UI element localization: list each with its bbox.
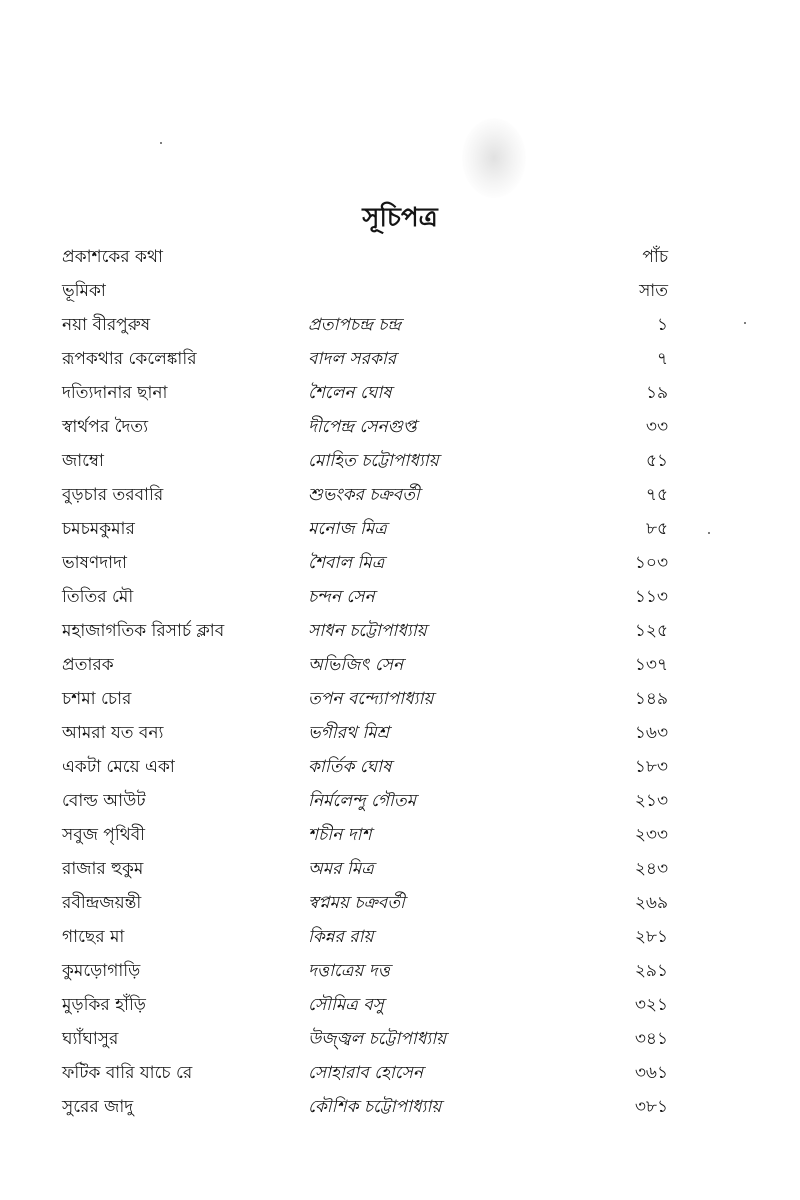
entry-title: দত্যিদানার ছানা [62, 383, 168, 403]
paper-smudge [462, 118, 526, 198]
toc-entry [0, 308, 800, 342]
table-of-contents [0, 240, 800, 1124]
entry-page-number: সাত [639, 281, 668, 301]
entry-title: একটা মেয়ে একা [62, 757, 175, 777]
toc-entry [0, 546, 800, 580]
entry-page-number: ৩৪১ [634, 1029, 668, 1049]
entry-author: অমর মিত্র [308, 859, 374, 879]
entry-author: কিন্নর রায় [308, 927, 374, 947]
entry-title: গাছের মা [62, 927, 125, 947]
entry-title: বোল্ড আউট [62, 791, 146, 811]
toc-entry [0, 784, 800, 818]
entry-title: জাম্বো [62, 451, 104, 471]
entry-title: মহাজাগতিক রিসার্চ ক্লাব [62, 621, 225, 641]
toc-entry [0, 818, 800, 852]
entry-page-number: ১০৩ [634, 553, 668, 573]
page-title: সূচিপত্র [362, 203, 438, 234]
entry-page-number: ১৪৯ [634, 689, 668, 709]
entry-author: সোহারাব হোসেন [308, 1063, 424, 1083]
entry-title: স্বার্থপর দৈত্য [62, 417, 149, 437]
toc-entry [0, 1056, 800, 1090]
toc-entry [0, 478, 800, 512]
entry-title: রাজার হুকুম [62, 859, 144, 879]
entry-page-number: পাঁচ [642, 247, 668, 267]
entry-page-number: ২৪৩ [634, 859, 668, 879]
toc-entry [0, 750, 800, 784]
entry-title: ভাষণদাদা [62, 553, 127, 573]
toc-entry [0, 444, 800, 478]
toc-entry [0, 886, 800, 920]
entry-page-number: ১২৫ [634, 621, 668, 641]
entry-page-number: ৩২১ [634, 995, 668, 1015]
entry-author: কৌশিক চট্টোপাধ্যায় [308, 1097, 442, 1117]
entry-page-number: ১৩৭ [634, 655, 668, 675]
ink-speck [160, 142, 162, 144]
entry-author: উজ্জ্বল চট্টোপাধ্যায় [308, 1029, 447, 1049]
entry-title: তিতির মৌ [62, 587, 134, 607]
toc-entry [0, 240, 800, 274]
entry-title: নয়া বীরপুরুষ [62, 315, 151, 335]
entry-page-number: ৩৬১ [634, 1063, 668, 1083]
entry-author: নির্মলেন্দু গৌতম [308, 791, 417, 811]
entry-title: প্রতারক [62, 655, 114, 675]
toc-entry [0, 954, 800, 988]
entry-title: মুড়কির হাঁড়ি [62, 995, 146, 1015]
toc-entry [0, 512, 800, 546]
entry-page-number: ১১৩ [634, 587, 668, 607]
entry-author: তপন বন্দ্যোপাধ্যায় [308, 689, 434, 709]
entry-title: ফটিক বারি যাচে রে [62, 1063, 193, 1083]
entry-title: ভূমিকা [62, 281, 106, 301]
entry-title: সবুজ পৃথিবী [62, 825, 146, 845]
entry-title: বুড়চার তরবারি [62, 485, 164, 505]
toc-entry [0, 1090, 800, 1124]
entry-author: প্রতাপচন্দ্র চন্দ্র [308, 315, 402, 335]
entry-page-number: ৭৫ [645, 485, 668, 505]
entry-author: মনোজ মিত্র [308, 519, 387, 539]
entry-title: কুমড়োগাড়ি [62, 961, 141, 981]
entry-page-number: ২১৩ [634, 791, 668, 811]
entry-title: ঘ্যাঁঘাসুর [62, 1029, 119, 1049]
toc-entry [0, 648, 800, 682]
entry-author: শুভংকর চক্রবর্তী [308, 485, 420, 505]
entry-author: বাদল সরকার [308, 349, 397, 369]
entry-page-number: ১৯ [645, 383, 668, 403]
entry-author: দত্তাত্রেয় দত্ত [308, 961, 390, 981]
toc-entry [0, 852, 800, 886]
toc-entry [0, 1022, 800, 1056]
toc-entry [0, 342, 800, 376]
entry-page-number: ১ [656, 315, 668, 335]
entry-author: কার্তিক ঘোষ [308, 757, 392, 777]
entry-page-number: ১৮৩ [634, 757, 668, 777]
entry-page-number: ৫১ [645, 451, 668, 471]
toc-entry [0, 988, 800, 1022]
entry-title: রবীন্দ্রজয়ন্তী [62, 893, 142, 913]
toc-entry [0, 614, 800, 648]
entry-page-number: ৩৩ [645, 417, 668, 437]
entry-author: দীপেন্দ্র সেনগুপ্ত [308, 417, 417, 437]
entry-title: আমরা যত বন্য [62, 723, 164, 743]
entry-author: শচীন দাশ [308, 825, 372, 845]
entry-author: সৌমিত্র বসু [308, 995, 384, 1015]
entry-author: সাধন চট্টোপাধ্যায় [308, 621, 427, 641]
entry-author: অভিজিৎ সেন [308, 655, 404, 675]
toc-entry [0, 274, 800, 308]
toc-entry [0, 376, 800, 410]
toc-entry [0, 682, 800, 716]
toc-entry [0, 410, 800, 444]
entry-page-number: ২৮১ [634, 927, 668, 947]
entry-page-number: ২৯১ [634, 961, 668, 981]
entry-author: স্বপ্নময় চক্রবর্তী [308, 893, 405, 913]
toc-entry [0, 920, 800, 954]
entry-page-number: ২৬৯ [634, 893, 668, 913]
entry-author: শৈবাল মিত্র [308, 553, 385, 573]
entry-title: সুরের জাদু [62, 1097, 134, 1117]
entry-title: রূপকথার কেলেঙ্কারি [62, 349, 197, 369]
entry-title: চমচমকুমার [62, 519, 135, 539]
entry-author: চন্দন সেন [308, 587, 375, 607]
entry-page-number: ১৬৩ [634, 723, 668, 743]
toc-entry [0, 580, 800, 614]
entry-page-number: ৮৫ [645, 519, 668, 539]
entry-author: মোহিত চট্টোপাধ্যায় [308, 451, 439, 471]
entry-page-number: ৩৮১ [634, 1097, 668, 1117]
entry-author: শৈলেন ঘোষ [308, 383, 392, 403]
entry-title: প্রকাশকের কথা [62, 247, 163, 267]
entry-page-number: ২৩৩ [634, 825, 668, 845]
entry-page-number: ৭ [656, 349, 668, 369]
toc-entry [0, 716, 800, 750]
entry-title: চশমা চোর [62, 689, 132, 709]
entry-author: ভগীরথ মিশ্র [308, 723, 390, 743]
